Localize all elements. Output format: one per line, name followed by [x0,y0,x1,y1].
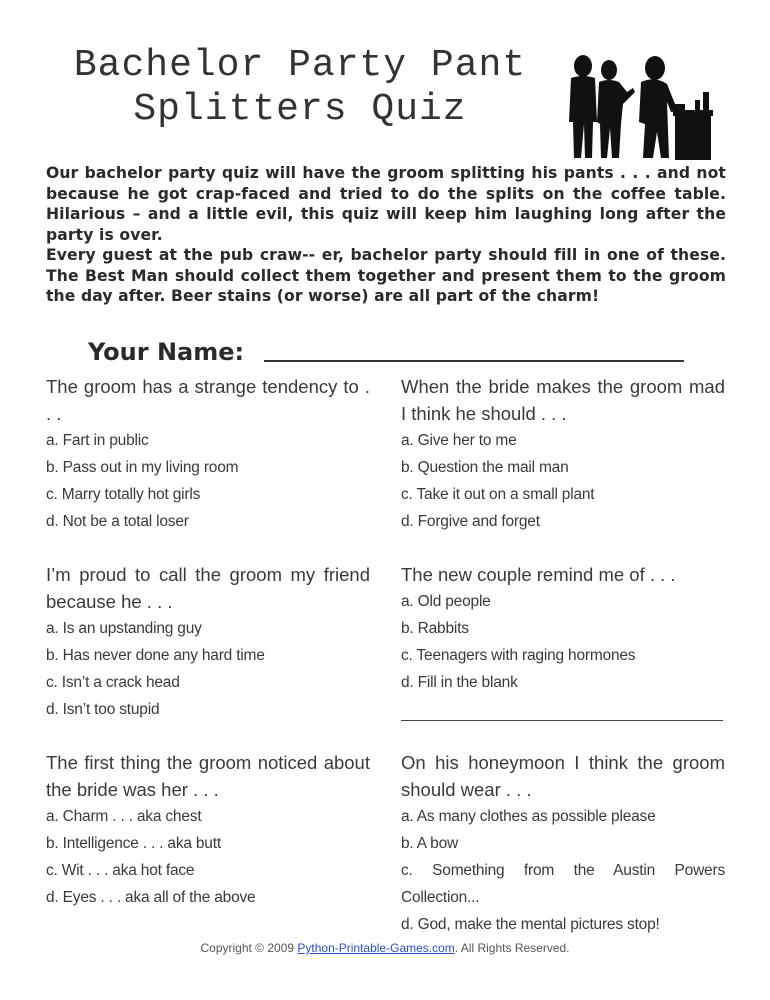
answer-option[interactable]: c. Marry totally hot girls [46,486,201,503]
question-1 [46,373,370,535]
intro-text [46,163,726,307]
answer-option[interactable]: b. Intelligence . . . aka butt [46,835,221,852]
answer-option[interactable]: d. Forgive and forget [401,513,540,530]
question-6 [401,749,725,938]
footer-suffix: . All Rights Reserved. [454,941,570,955]
answer-option[interactable]: c. Isn’t a crack head [46,674,180,691]
answer-option[interactable]: b. Has never done any hard time [46,647,265,664]
answer-option[interactable]: c. Something from the Austin Powers Collection... [401,862,725,906]
answer-option[interactable]: b. Question the mail man [401,459,569,476]
answer-option[interactable]: a. Is an upstanding guy [46,620,202,637]
answer-option[interactable]: a. As many clothes as possible please [401,808,656,825]
intro-paragraph-1: Our bachelor party quiz will have the groom splitting his pants . . . and not because he got crap-faced and tried to do the splits on the coffee table. Hilarious – and a little evil, this quiz will keep him laughing long after the party is over. [46,164,726,244]
question-stem: The first thing the groom noticed about the bride was her . . . [46,752,370,800]
answer-option[interactable]: b. Pass out in my living room [46,459,239,476]
answer-option[interactable]: a. Charm . . . aka chest [46,808,202,825]
party-silhouette-icon [563,52,721,160]
quiz-title [40,44,560,132]
footer-site-link[interactable]: Python-Printable-Games.com [297,941,455,955]
question-5 [46,749,370,911]
question-stem: When the bride makes the groom mad I think he should . . . [401,376,725,424]
answer-option[interactable]: d. Not be a total loser [46,513,189,530]
footer-prefix: Copyright © 2009 [200,941,298,955]
question-stem: The groom has a strange tendency to . . . [46,376,370,424]
question-4 [401,561,725,721]
fill-in-blank-line[interactable] [401,720,723,721]
answer-option[interactable]: d. Eyes . . . aka all of the above [46,889,256,906]
answer-option[interactable]: c. Teenagers with raging hormones [401,647,636,664]
answer-option[interactable]: d. Fill in the blank [401,674,518,691]
name-field[interactable] [88,338,688,370]
answer-option[interactable]: c. Wit . . . aka hot face [46,862,195,879]
name-label: Your Name: [88,338,245,366]
answer-option[interactable]: a. Give her to me [401,432,517,449]
title-line-2: Splitters Quiz [133,88,467,131]
question-3 [46,561,370,723]
question-2 [401,373,725,535]
answer-option[interactable]: d. Isn’t too stupid [46,701,160,718]
question-stem: The new couple remind me of . . . [401,564,676,585]
name-blank-line[interactable] [264,360,684,362]
answer-option[interactable]: d. God, make the mental pictures stop! [401,916,660,933]
answer-option[interactable]: c. Take it out on a small plant [401,486,595,503]
title-line-1: Bachelor Party Pant [73,44,527,87]
question-stem: On his honeymoon I think the groom should wear . . . [401,752,725,800]
answer-option[interactable]: a. Fart in public [46,432,149,449]
answer-option[interactable]: a. Old people [401,593,491,610]
question-stem: I’m proud to call the groom my friend because he . . . [46,564,370,612]
copyright-footer [0,941,770,955]
answer-option[interactable]: b. Rabbits [401,620,469,637]
answer-option[interactable]: b. A bow [401,835,459,852]
intro-paragraph-2: Every guest at the pub craw-- er, bachelor party should fill in one of these. The Best Man should collect them together and present them to the groom the day after. Beer stains (or worse) are all part of the charm! [46,246,726,305]
